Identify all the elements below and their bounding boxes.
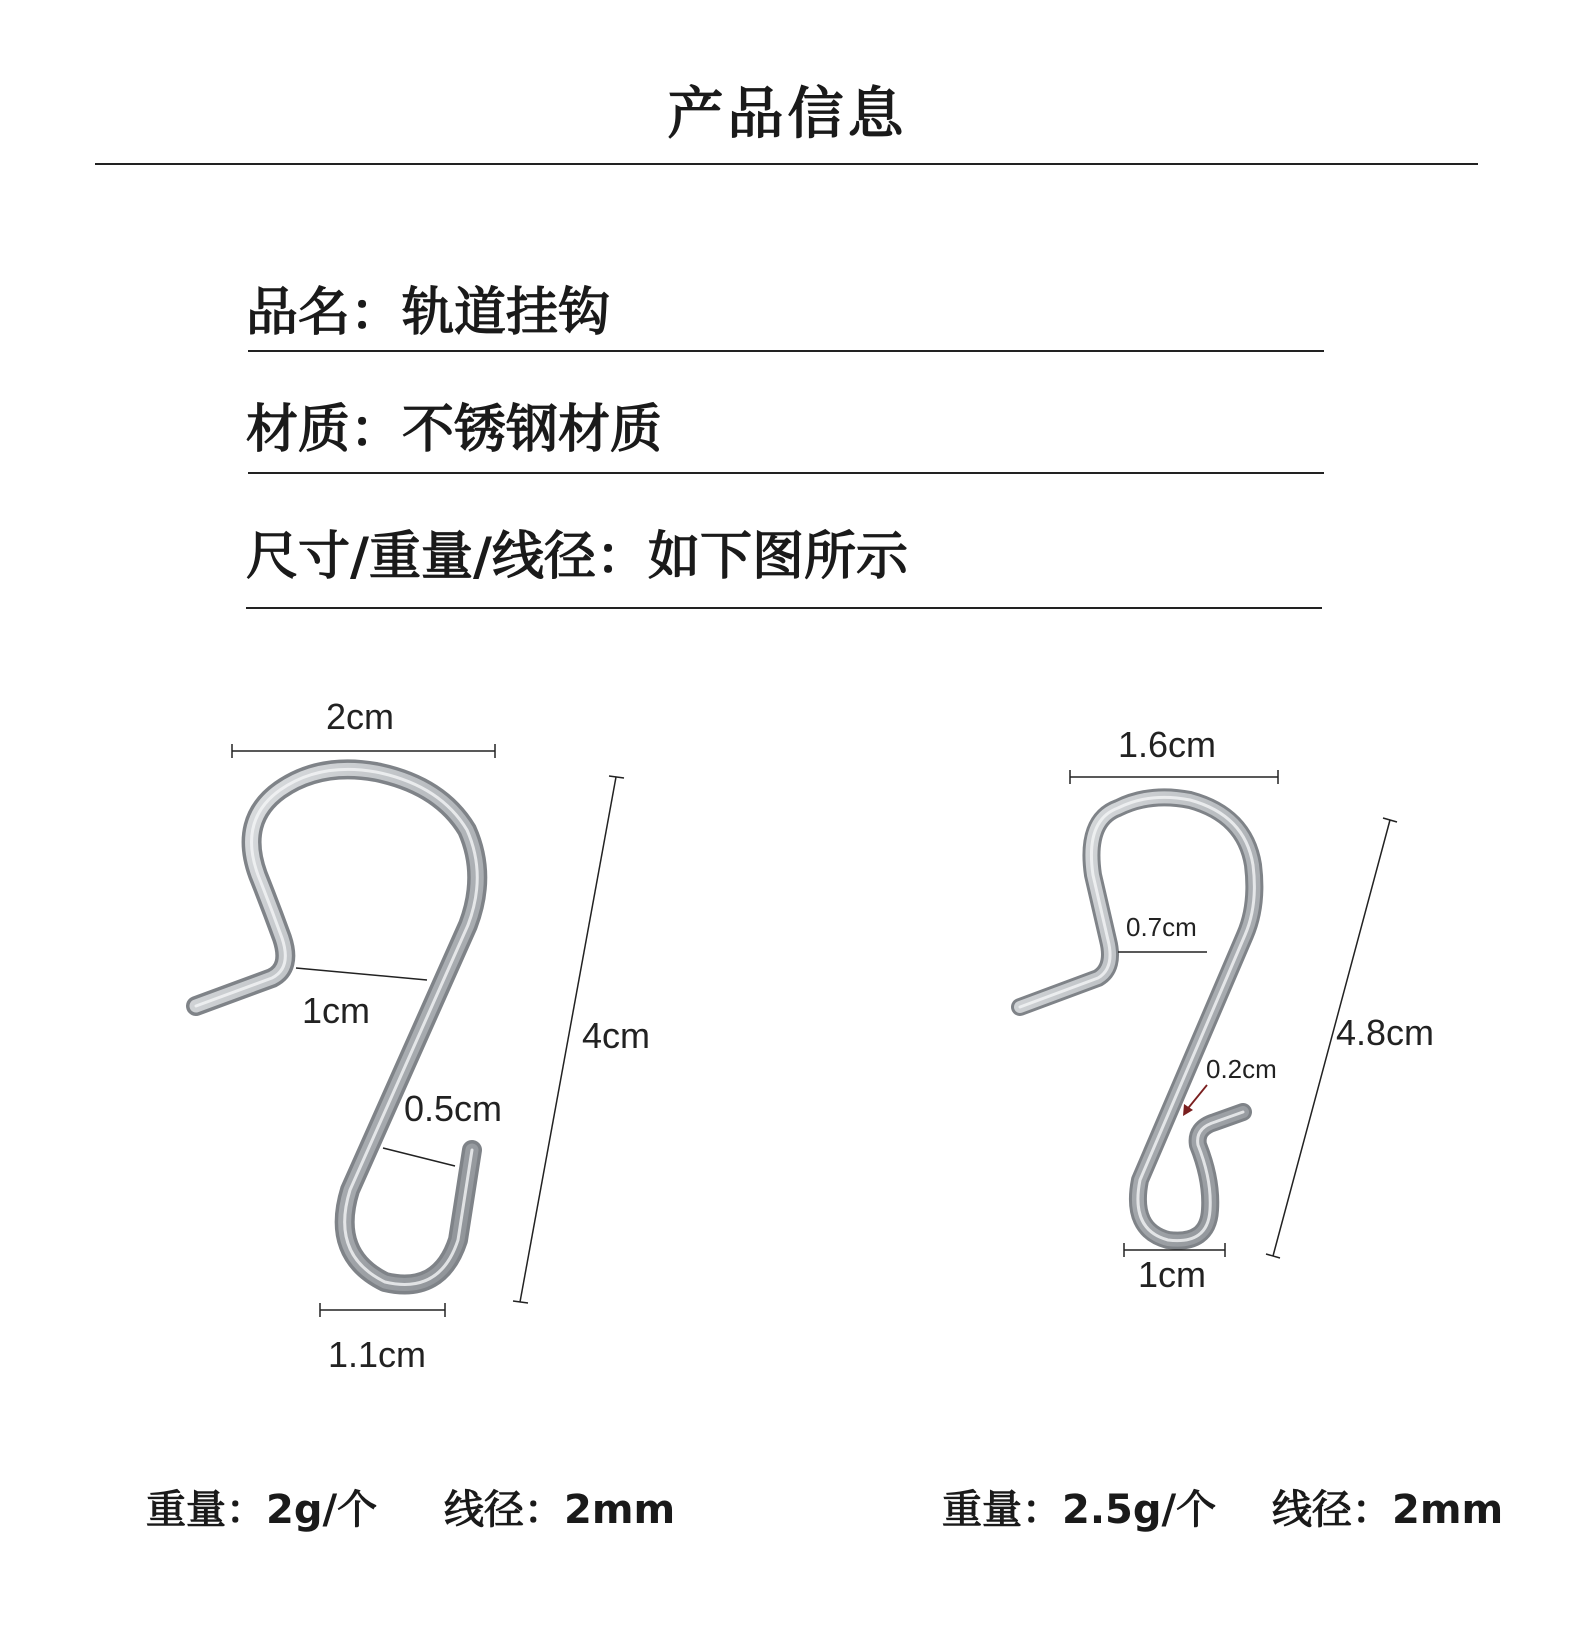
- product-name: 品名：轨道挂钩: [246, 283, 611, 343]
- product-material: 材质：不锈钢材质: [246, 400, 663, 460]
- left-top-width-label: 2cm: [326, 696, 395, 737]
- left-wire-diameter: 线径：2mm: [444, 1487, 676, 1533]
- product-size-note: 尺寸/重量/线径：如下图所示: [246, 527, 908, 587]
- right-bottom-width-label: 1cm: [1138, 1254, 1207, 1295]
- left-height-label: 4cm: [582, 1015, 651, 1056]
- left-tail-label: 0.5cm: [404, 1088, 503, 1129]
- page-title: 产品信息: [667, 82, 908, 147]
- right-gap-label: 0.7cm: [1126, 912, 1197, 942]
- right-wire-diameter: 线径：2mm: [1272, 1487, 1504, 1533]
- left-bottom-width-label: 1.1cm: [328, 1334, 427, 1375]
- right-hook-image: [1020, 797, 1254, 1240]
- right-weight: 重量：2.5g/个: [942, 1487, 1217, 1533]
- right-height-label: 4.8cm: [1336, 1012, 1435, 1053]
- right-tip-label: 0.2cm: [1206, 1054, 1277, 1084]
- right-top-width-label: 1.6cm: [1118, 724, 1217, 765]
- left-gap-label: 1cm: [302, 990, 371, 1031]
- left-weight: 重量：2g/个: [146, 1487, 378, 1533]
